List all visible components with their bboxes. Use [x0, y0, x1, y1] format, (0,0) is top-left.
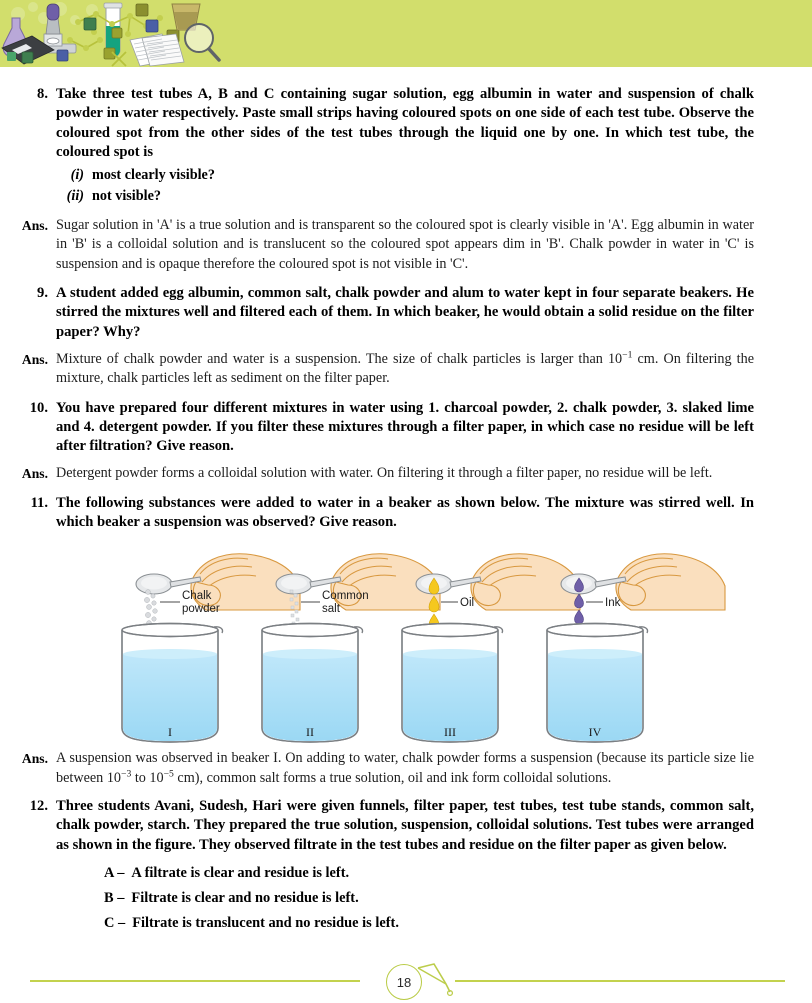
question-number: 8. — [37, 86, 48, 102]
question-block — [0, 494, 812, 533]
question-text: The following substances were added to water in a beaker as shown below. The mixture was stirred well. In which beaker a suspension was observed? Give reason. — [56, 494, 754, 531]
question-block — [0, 399, 812, 457]
observation-line — [104, 861, 812, 886]
flask-icon — [416, 962, 456, 998]
beaker-label-line2: salt — [322, 603, 340, 616]
answer-block — [0, 350, 812, 389]
beaker-label-line2: powder — [182, 603, 220, 616]
answer-label: Ans. — [21, 751, 48, 767]
science-equipment-illustration — [0, 0, 240, 68]
sub-item — [0, 165, 812, 186]
question-subitems — [0, 165, 812, 207]
observation-text: Filtrate is clear and no residue is left. — [131, 889, 359, 906]
beaker-numeral: IV — [588, 725, 602, 740]
page-content — [0, 72, 812, 952]
sub-item-marker: (ii) — [66, 188, 84, 205]
magnifier-icon — [185, 24, 219, 60]
beaker-label-line1: Common — [322, 590, 369, 603]
beaker-group-4 — [547, 554, 725, 742]
observation-text: A filtrate is clear and residue is left. — [131, 864, 350, 881]
question-text: A student added egg albumin, common salt, chalk powder and alum to water kept in four separate beakers. He stirred the mixtures well and filtered each of them. In which beaker, he would obtain a solid residue on the filter paper? Why? — [56, 285, 754, 340]
answer-label: Ans. — [21, 351, 48, 367]
sub-item-text: not visible? — [92, 188, 161, 205]
beaker-numeral: III — [444, 725, 456, 740]
four-beakers-figure — [0, 540, 812, 745]
sub-item-text: most clearly visible? — [92, 167, 215, 184]
observation-list — [0, 861, 812, 936]
beaker-numeral: II — [306, 725, 314, 740]
question-text: You have prepared four different mixtures in water using 1. charcoal powder, 2. chalk powder, 3. slaked lime and 4. detergent powder. If you filter these mixtures through a filter paper, in which case no residue will be left after filtration? Give reason. — [56, 399, 754, 455]
sub-item-marker: (i) — [70, 167, 84, 184]
question-block — [0, 284, 812, 342]
papers-icon — [130, 34, 184, 66]
answer-text: Sugar solution in 'A' is a true solution and is transparent so the coloured spot is clearly visible in 'A'. Egg albumin in water in 'B' is a colloidal solution and is translucent so the coloured spot appears dim in 'B'. Chalk powder in water in 'C' is suspension and is opaque therefore the coloured spot is not visible in 'C'. — [56, 217, 754, 272]
question-block — [0, 797, 812, 855]
page-header-band — [0, 0, 812, 72]
answer-block — [0, 464, 812, 483]
answer-label: Ans. — [21, 218, 48, 234]
page-number: 18 — [386, 964, 422, 1000]
answer-text: Mixture of chalk powder and water is a suspension. The size of chalk particles is larger than $10^{-1}$ cm. On filtering the mixture, chalk particles left as sediment on the filter paper. — [56, 349, 754, 387]
beaker-numeral: I — [168, 725, 172, 740]
beaker-icon — [122, 624, 223, 743]
question-number: 12. — [29, 797, 48, 814]
footer-rule-left — [30, 980, 360, 982]
observation-text: Filtrate is translucent and no residue is left. — [132, 914, 399, 931]
question-block — [0, 85, 812, 162]
hand-icon — [616, 554, 725, 610]
beaker-label-line1: Chalk — [182, 590, 212, 603]
footer-rule-right — [455, 980, 785, 982]
sub-item — [0, 186, 812, 207]
observation-label: A – — [104, 864, 125, 881]
answer-text: A suspension was observed in beaker I. On adding to water, chalk powder forms a suspension (because its particle size lie between $10^{-3}$ to $10^{-5}$ cm), common salt forms a true solution, oil and ink form colloidal solutions. — [56, 750, 754, 786]
question-number: 10. — [29, 399, 48, 416]
answer-label: Ans. — [21, 466, 48, 482]
observation-line — [104, 886, 812, 911]
answer-block — [0, 216, 812, 274]
question-text: Three students Avani, Sudesh, Hari were given funnels, filter paper, test tubes, test tube stands, common salt, chalk powder, starch. They prepared the true solution, suspension, colloidal solutions. Test tubes were arranged as shown in the figure. They observed filtrate in the test tubes and residue on the filter paper as given below. — [56, 797, 754, 853]
question-number: 9. — [37, 285, 48, 302]
beaker-label-line1: Ink — [605, 597, 621, 610]
question-number: 11. — [30, 494, 48, 511]
page-footer — [0, 960, 812, 1000]
observation-label: C – — [104, 914, 126, 931]
question-text: Take three test tubes A, B and C containing sugar solution, egg albumin in water and suspension of chalk powder in water respectively. Paste small strips having coloured spots on one side of each test tube. Observe the coloured spot from the other sides of the test tubes through the liquid one by one. In which test tube, the coloured spot is — [56, 86, 754, 160]
beaker-label-line1: Oil — [460, 597, 475, 610]
observation-line — [104, 911, 812, 936]
answer-text: Detergent powder forms a colloidal solution with water. On filtering it through a filter paper, no residue will be left. — [56, 465, 713, 482]
answer-block — [0, 749, 812, 788]
observation-label: B – — [104, 889, 125, 906]
